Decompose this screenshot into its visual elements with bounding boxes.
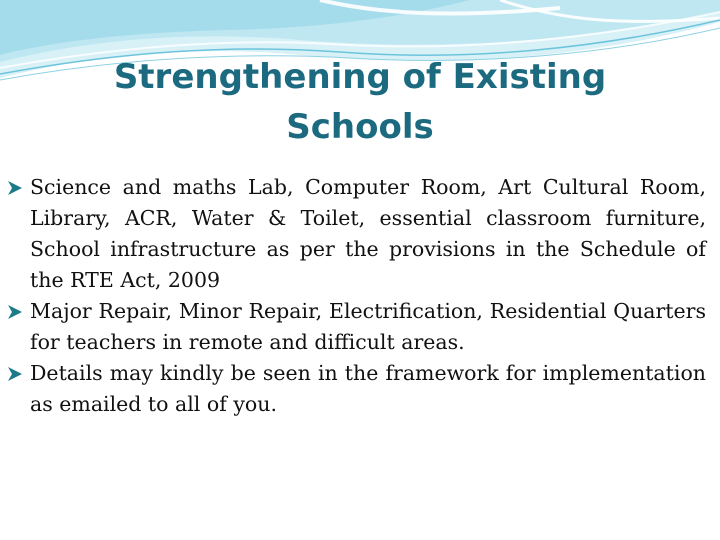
arrow-bullet-icon (7, 180, 23, 196)
bullet-text: Details may kindly be seen in the framework for implementation as emailed to all of you. (30, 361, 706, 416)
slide-title (60, 52, 660, 152)
bullet-item (4, 172, 706, 296)
bullet-text: Science and maths Lab, Computer Room, Art Cultural Room, Library, ACR, Water & Toilet, essential classroom furniture, School infrastructure as per the provisions in the Schedule of the RTE Act, 2009 (30, 175, 706, 292)
bullet-list (4, 172, 706, 420)
slide-title-line-1: Strengthening of Existing (113, 57, 607, 97)
arrow-bullet-icon (7, 304, 23, 320)
slide-title-line-2: Schools (286, 107, 434, 147)
bullet-item (4, 358, 706, 420)
arrow-bullet-icon (7, 366, 23, 382)
bullet-text: Major Repair, Minor Repair, Electrification, Residential Quarters for teachers in remote and difficult areas. (30, 299, 706, 354)
bullet-item (4, 296, 706, 358)
